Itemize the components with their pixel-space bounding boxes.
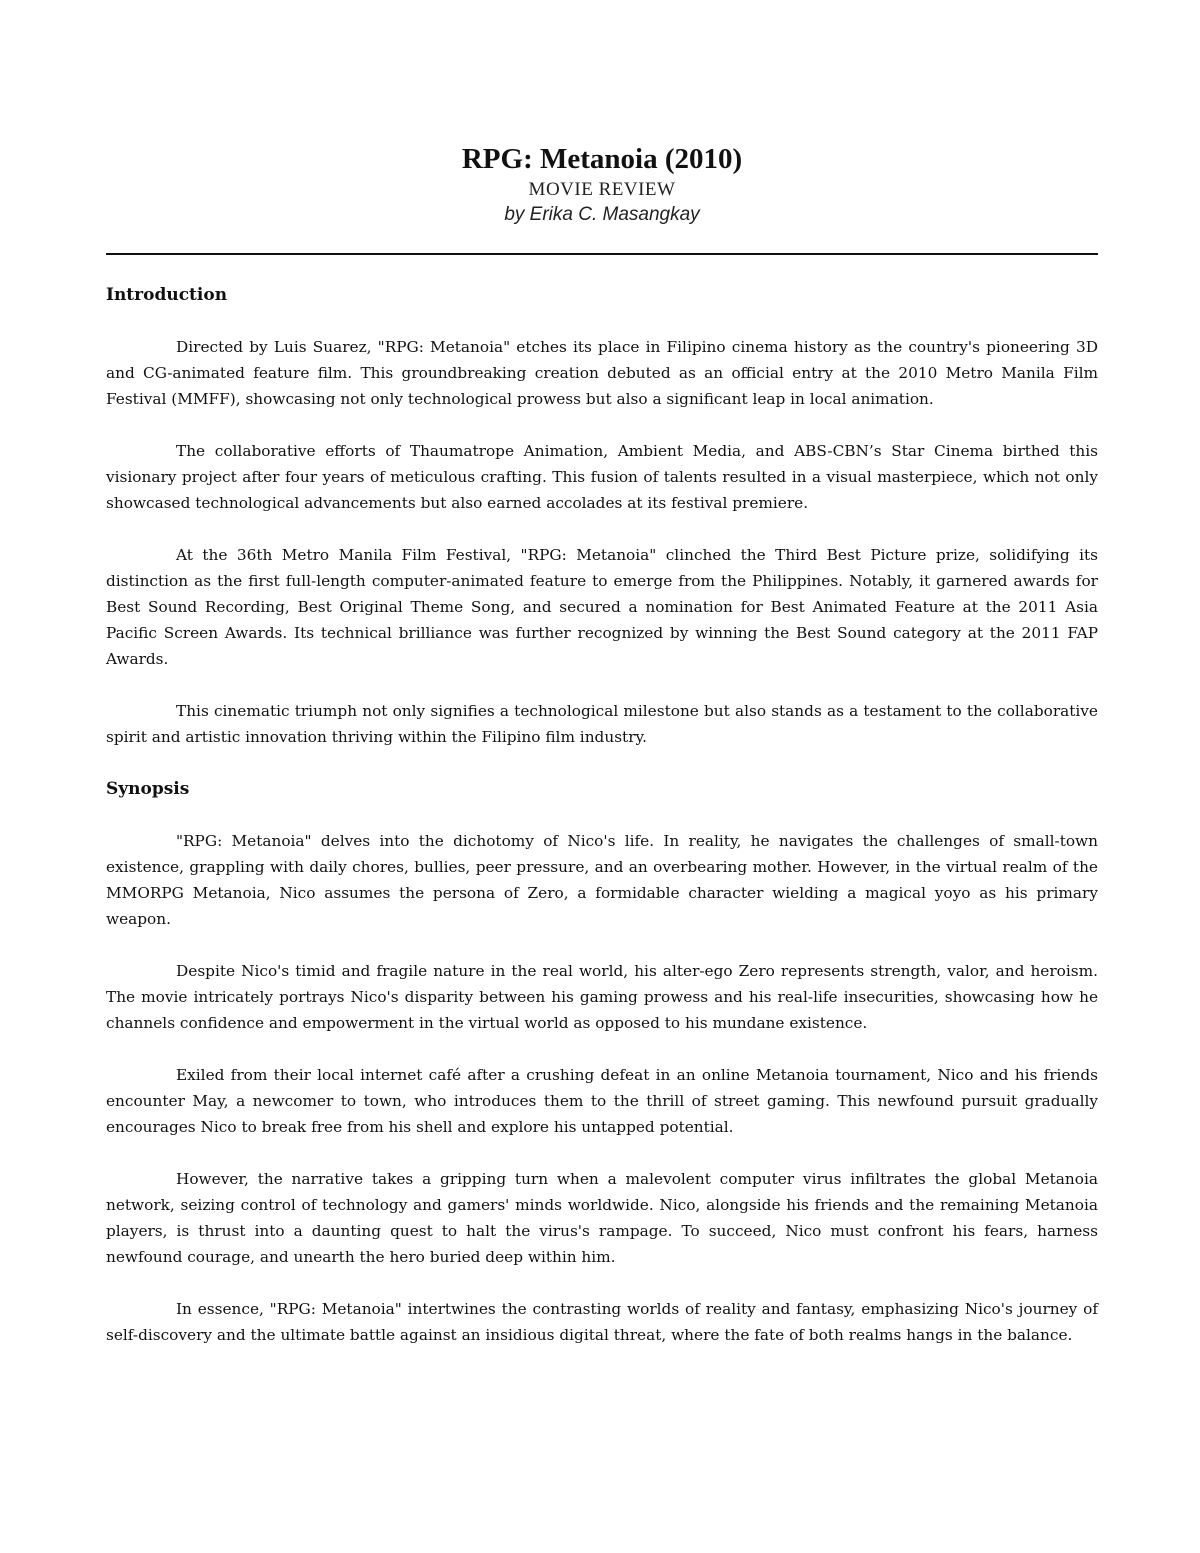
synopsis-paragraph-1: "RPG: Metanoia" delves into the dichotomy of Nico's life. In reality, he navigates the challenges of small-town existence, grappling with daily chores, bullies, peer pressure, and an overbearing mother. However, in the virtual realm of the MMORPG Metanoia, Nico assumes the persona of Zero, a formidable character wielding a magical yoyo as his primary weapon. [106, 832, 1098, 928]
header-divider [106, 253, 1098, 255]
document-page [106, 0, 1098, 1553]
document-header [106, 140, 1098, 228]
synopsis-paragraph-4: However, the narrative takes a gripping turn when a malevolent computer virus infiltrates the global Metanoia network, seizing control of technology and gamers' minds worldwide. Nico, alongside his friends and the remaining Metanoia players, is thrust into a daunting quest to halt the virus's rampage. To succeed, Nico must confront his fears, harness newfound courage, and unearth the hero buried deep within him. [106, 1170, 1098, 1266]
section-heading-introduction: Introduction [106, 285, 228, 305]
author-byline: by Erika C. Masangkay [504, 204, 700, 225]
section-introduction [106, 282, 1098, 750]
intro-paragraph-2: The collaborative efforts of Thaumatrope Animation, Ambient Media, and ABS-CBN’s Star Cinema birthed this visionary project after four years of meticulous crafting. This fusion of talents resulted in a visual masterpiece, which not only showcased technological advancements but also earned accolades at its festival premiere. [106, 442, 1098, 512]
intro-paragraph-3: At the 36th Metro Manila Film Festival, "RPG: Metanoia" clinched the Third Best Picture prize, solidifying its distinction as the first full-length computer-animated feature to emerge from the Philippines. Notably, it garnered awards for Best Sound Recording, Best Original Theme Song, and secured a nomination for Best Animated Feature at the 2011 Asia Pacific Screen Awards. Its technical brilliance was further recognized by winning the Best Sound category at the 2011 FAP Awards. [106, 546, 1098, 668]
intro-paragraph-1: Directed by Luis Suarez, "RPG: Metanoia" etches its place in Filipino cinema history as the country's pioneering 3D and CG-animated feature film. This groundbreaking creation debuted as an official entry at the 2010 Metro Manila Film Festival (MMFF), showcasing not only technological prowess but also a significant leap in local animation. [106, 338, 1098, 408]
synopsis-paragraph-5: In essence, "RPG: Metanoia" intertwines the contrasting worlds of reality and fantasy, emphasizing Nico's journey of self-discovery and the ultimate battle against an insidious digital threat, where the fate of both realms hangs in the balance. [106, 1300, 1098, 1344]
document-title: RPG: Metanoia (2010) [461, 143, 743, 175]
intro-paragraph-4: This cinematic triumph not only signifies a technological milestone but also stands as a testament to the collaborative spirit and artistic innovation thriving within the Filipino film industry. [106, 702, 1098, 746]
document-subtitle: MOVIE REVIEW [528, 179, 676, 200]
section-synopsis [106, 776, 1098, 1348]
synopsis-paragraph-2: Despite Nico's timid and fragile nature in the real world, his alter-ego Zero represents strength, valor, and heroism. The movie intricately portrays Nico's disparity between his gaming prowess and his real-life insecurities, showcasing how he channels confidence and empowerment in the virtual world as opposed to his mundane existence. [106, 962, 1098, 1032]
document-body [106, 282, 1098, 1374]
synopsis-paragraph-3: Exiled from their local internet café after a crushing defeat in an online Metanoia tournament, Nico and his friends encounter May, a newcomer to town, who introduces them to the thrill of street gaming. This newfound pursuit gradually encourages Nico to break free from his shell and explore his untapped potential. [106, 1066, 1098, 1136]
section-heading-synopsis: Synopsis [106, 779, 190, 799]
